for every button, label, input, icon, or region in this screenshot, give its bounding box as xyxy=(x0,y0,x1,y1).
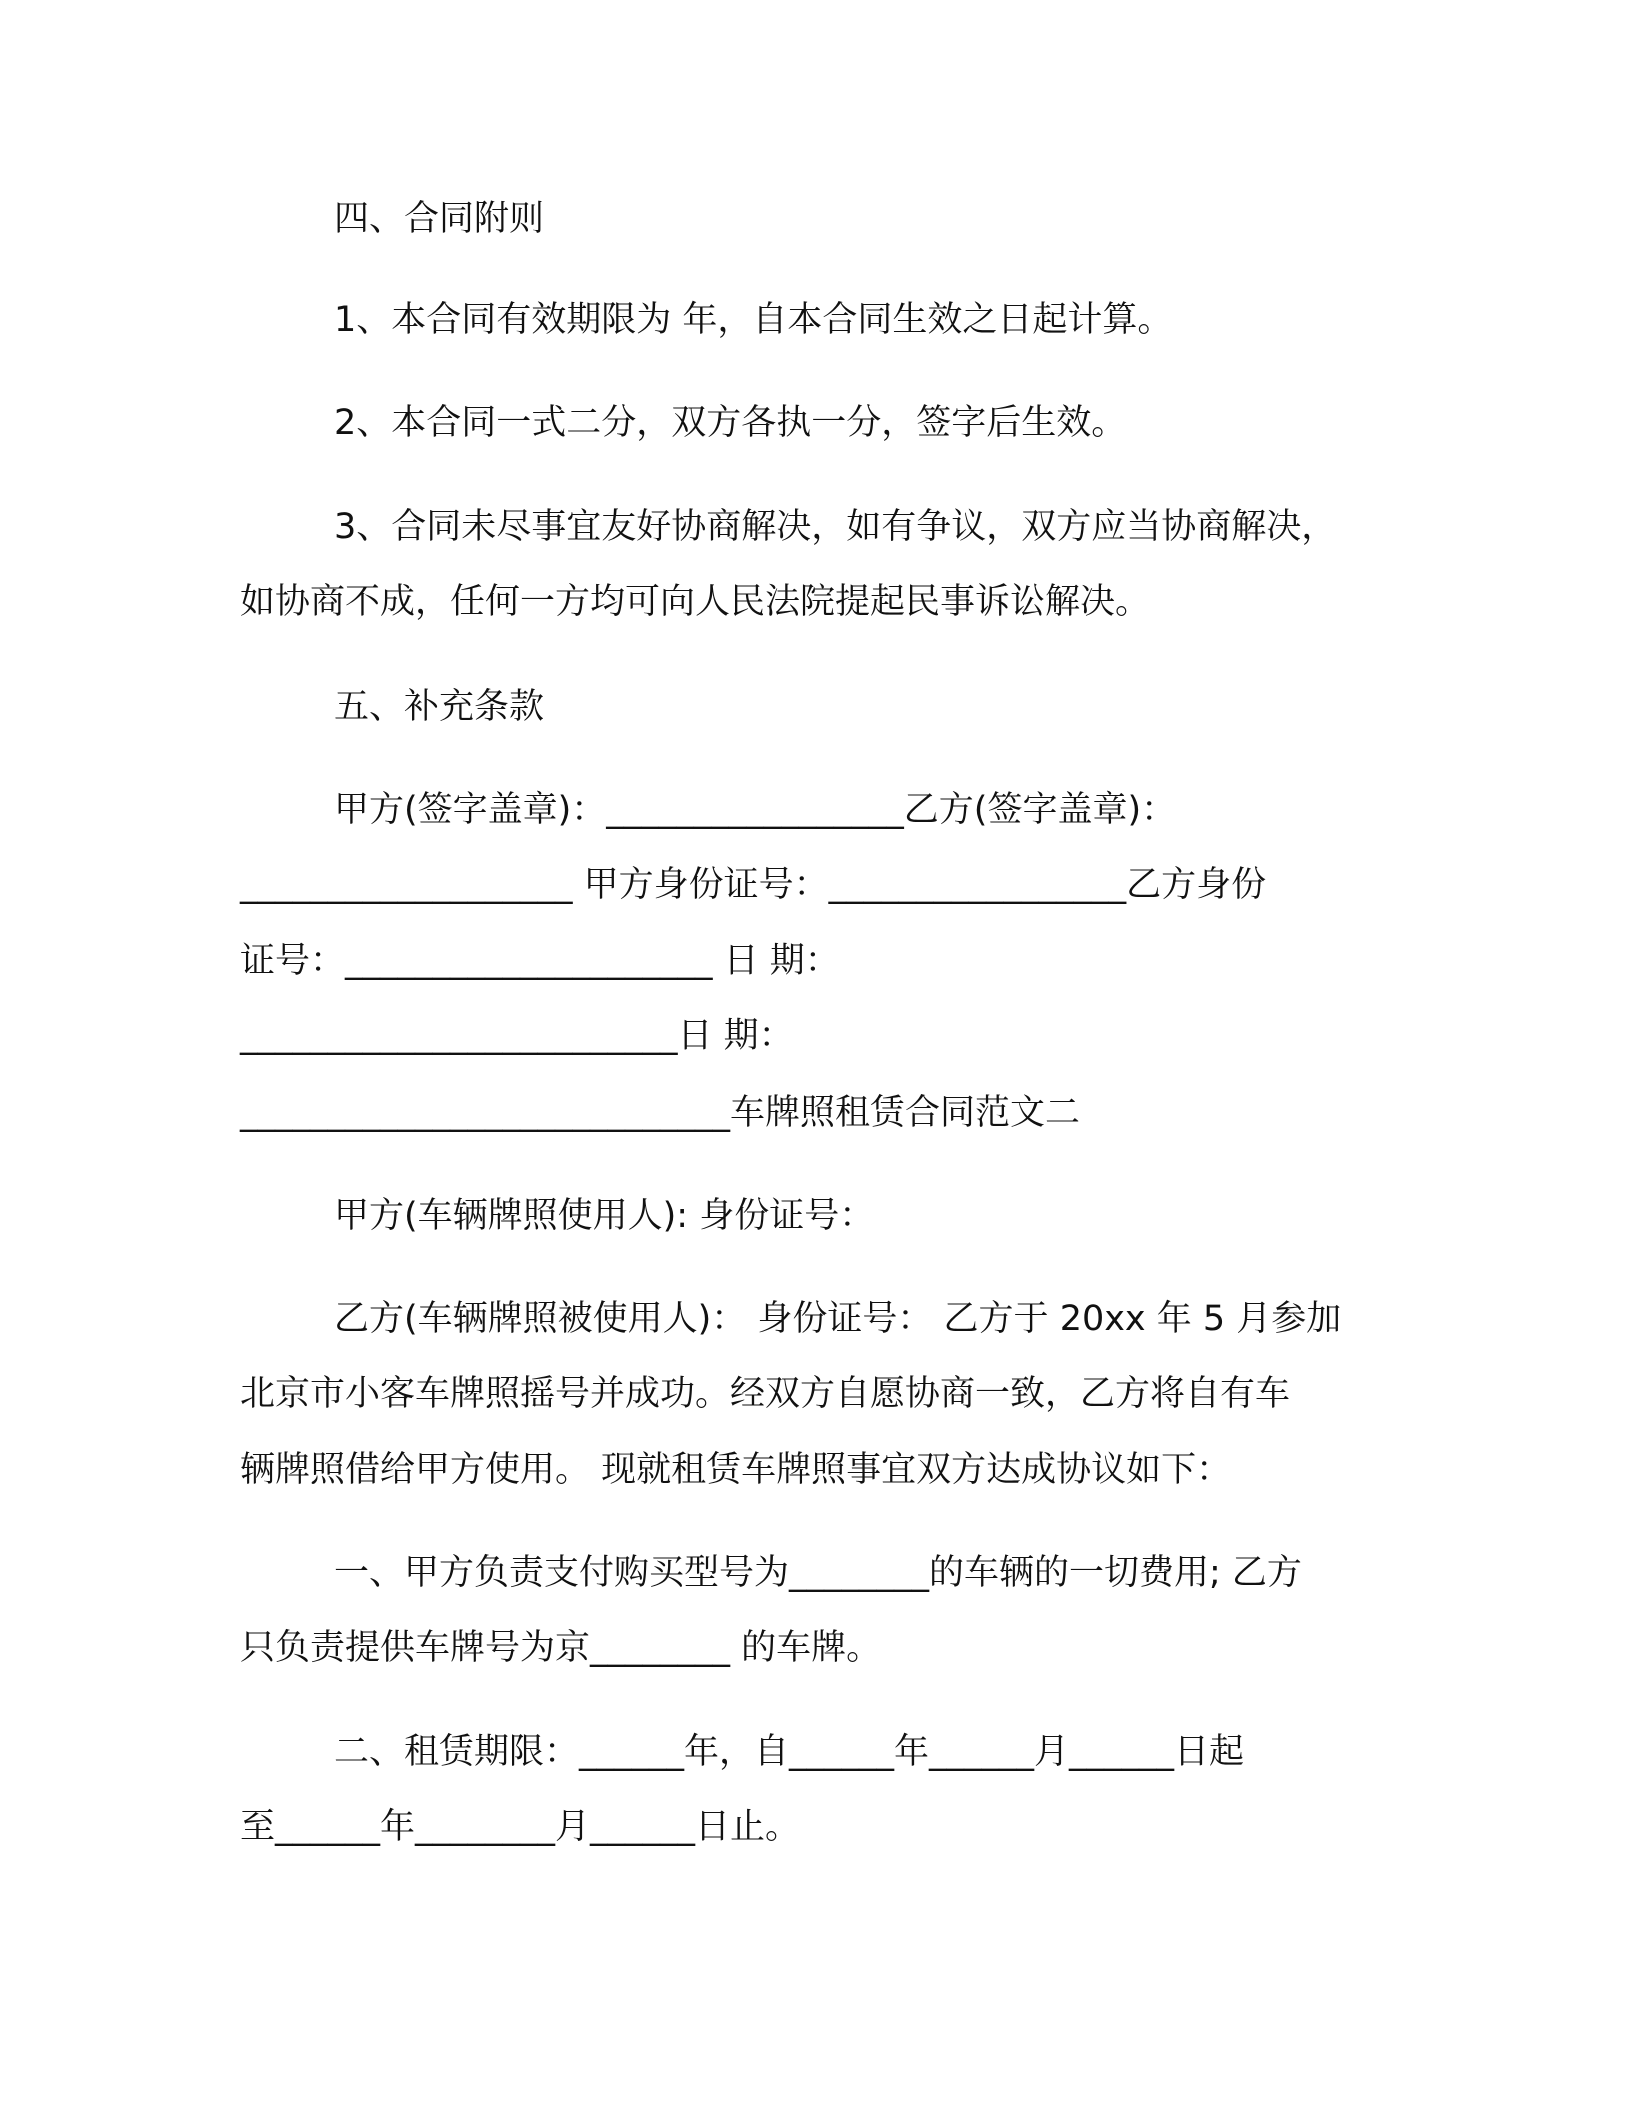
clause-1-term: 1、本合同有效期限为 年，自本合同生效之日起计算。 xyxy=(334,300,1173,340)
article-1-line-2: 只负责提供车牌号为京________ 的车牌。 xyxy=(240,1628,882,1668)
party-b-line-3: 辆牌照借给甲方使用。 现就租赁车牌照事宜双方达成协议如下： xyxy=(240,1450,1232,1490)
article-1-line-1: 一、甲方负责支付购买型号为________的车辆的一切费用; 乙方 xyxy=(334,1553,1302,1593)
clause-3-dispute-line-2: 如协商不成，任何一方均可向人民法院提起民事诉讼解决。 xyxy=(240,582,1151,622)
signature-line-3: 证号：_____________________ 日 期： xyxy=(240,941,840,981)
signature-line-2: ___________________ 甲方身份证号：_________________乙方身份 xyxy=(240,865,1267,905)
article-2-line-1: 二、租赁期限：______年，自______年______月______日起 xyxy=(334,1732,1245,1772)
party-b-line-2: 北京市小客车牌照摇号并成功。经双方自愿协商一致，乙方将自有车 xyxy=(240,1374,1291,1414)
signature-line-5-next-title: ____________________________车牌照租赁合同范文二 xyxy=(240,1093,1081,1133)
signature-line-1: 甲方(签字盖章)：_________________乙方(签字盖章)： xyxy=(334,790,1177,830)
party-b-line-1: 乙方(车辆牌照被使用人)： 身份证号： 乙方于 20xx 年 5 月参加 xyxy=(334,1299,1342,1339)
section-heading-supplementary: 五、补充条款 xyxy=(334,687,545,727)
clause-2-copies: 2、本合同一式二分，双方各执一分，签字后生效。 xyxy=(334,403,1127,443)
clause-3-dispute-line-1: 3、合同未尽事宜友好协商解决，如有争议，双方应当协商解决， xyxy=(334,507,1337,547)
signature-line-4: _________________________日 期： xyxy=(240,1016,794,1056)
party-a-line: 甲方(车辆牌照使用人): 身份证号： xyxy=(334,1196,875,1236)
article-2-line-2: 至______年________月______日止。 xyxy=(240,1807,801,1847)
section-heading-appendix: 四、合同附则 xyxy=(334,199,545,239)
